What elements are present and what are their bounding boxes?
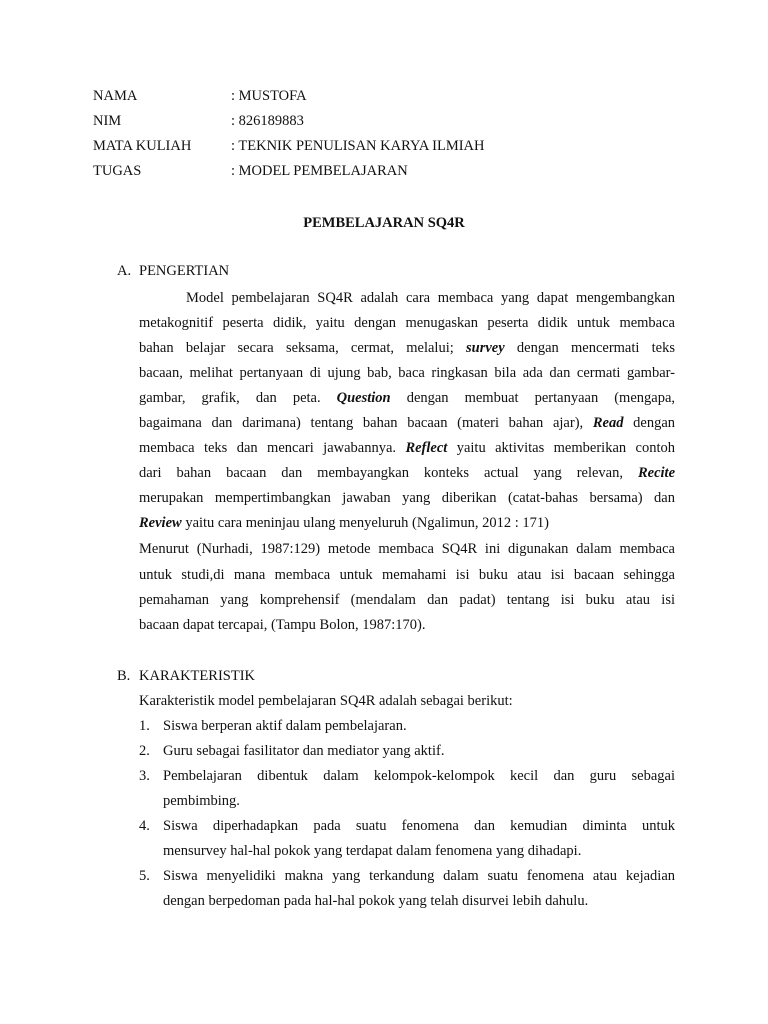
document-title: PEMBELAJARAN SQ4R: [303, 215, 465, 231]
section-b-intro: Karakteristik model pembelajaran SQ4R adalah sebagai berikut:: [139, 693, 513, 709]
list-item-number: 1.: [139, 718, 150, 734]
section-a-heading: PENGERTIAN: [139, 263, 230, 279]
label-tugas: TUGAS: [93, 163, 142, 179]
list-item-number: 3.: [139, 768, 150, 784]
text-run: dengan mencermati teks: [516, 340, 676, 356]
term-reflect: Reflect: [405, 440, 448, 456]
label-nim: NIM: [93, 113, 122, 129]
section-b-heading: KARAKTERISTIK: [139, 668, 255, 684]
list-item-number: 2.: [139, 743, 150, 759]
list-item: Siswa diperhadapkan pada suatu fenomena dan kemudian diminta untuk: [163, 818, 675, 834]
paragraph-line: Menurut (Nurhadi, 1987:129) metode membaca SQ4R ini digunakan dalam membaca: [139, 541, 675, 557]
paragraph-line: bacaan dapat tercapai, (Tampu Bolon, 1987:170).: [139, 617, 426, 633]
list-item-continuation: pembimbing.: [163, 793, 240, 809]
paragraph-line: untuk studi,di mana membaca untuk memahami isi buku atau isi bacaan sehingga: [139, 567, 675, 583]
paragraph-line: pemahaman yang komprehensif (mendalam dan padat) tentang isi buku atau isi: [139, 592, 675, 608]
paragraph-line: [139, 464, 675, 482]
term-review: Review: [139, 515, 182, 531]
paragraph-line: merupakan mempertimbangkan jawaban yang diberikan (catat-bahas bersama) dan: [139, 490, 675, 506]
text-run: dengan membuat pertanyaan (mengapa,: [406, 390, 676, 406]
list-item: Guru sebagai fasilitator dan mediator yang aktif.: [163, 743, 445, 759]
list-item: Siswa berperan aktif dalam pembelajaran.: [163, 718, 407, 734]
text-run: yaitu cara meninjau ulang menyeluruh (Ngalimun, 2012 : 171): [185, 515, 549, 531]
paragraph-line: bacaan, melihat pertanyaan di ujung bab, baca ringkasan bila ada dan cermati gambar-: [139, 365, 675, 381]
paragraph-line: metakognitif peserta didik, yaitu dengan menugaskan peserta didik untuk membaca: [139, 315, 675, 331]
list-item-number: 4.: [139, 818, 150, 834]
text-run: gambar, grafik, dan peta.: [139, 390, 321, 406]
list-item-continuation: mensurvey hal-hal pokok yang terdapat dalam fenomena yang dihadapi.: [163, 843, 582, 859]
value-tugas: : MODEL PEMBELAJARAN: [231, 163, 408, 179]
text-run: bagaimana dan darimana) tentang bahan bacaan (materi bahan ajar),: [139, 415, 584, 431]
paragraph-line: [139, 389, 675, 407]
section-a-marker: A.: [117, 263, 132, 279]
text-run: yaitu aktivitas memberikan contoh: [456, 440, 675, 456]
paragraph-line: [139, 339, 675, 357]
term-question: Question: [336, 390, 391, 406]
text-run: dengan: [633, 415, 676, 431]
paragraph-line: [139, 414, 675, 432]
text-run: membaca teks dan mencari jawabannya.: [139, 440, 397, 456]
value-mata-kuliah: : TEKNIK PENULISAN KARYA ILMIAH: [231, 138, 485, 154]
paragraph-line: [139, 514, 549, 532]
paragraph-line: Model pembelajaran SQ4R adalah cara membaca yang dapat mengembangkan: [186, 290, 675, 306]
label-nama: NAMA: [93, 88, 138, 104]
section-b-marker: B.: [117, 668, 131, 684]
label-mata-kuliah: MATA KULIAH: [93, 138, 192, 154]
text-run: bahan belajar secara seksama, cermat, melalui;: [139, 340, 454, 356]
value-nim: : 826189883: [231, 113, 304, 129]
list-item-number: 5.: [139, 868, 150, 884]
paragraph-line: [139, 439, 675, 457]
term-survey: survey: [465, 340, 505, 356]
text-run: dari bahan bacaan dan membayangkan konteks actual yang relevan,: [139, 465, 623, 481]
list-item: Siswa menyelidiki makna yang terkandung dalam suatu fenomena atau kejadian: [163, 868, 675, 884]
value-nama: : MUSTOFA: [231, 88, 307, 104]
list-item: Pembelajaran dibentuk dalam kelompok-kelompok kecil dan guru sebagai: [163, 768, 675, 784]
term-recite: Recite: [637, 465, 676, 481]
term-read: Read: [592, 415, 624, 431]
list-item-continuation: dengan berpedoman pada hal-hal pokok yang telah disurvei lebih dahulu.: [163, 893, 589, 909]
